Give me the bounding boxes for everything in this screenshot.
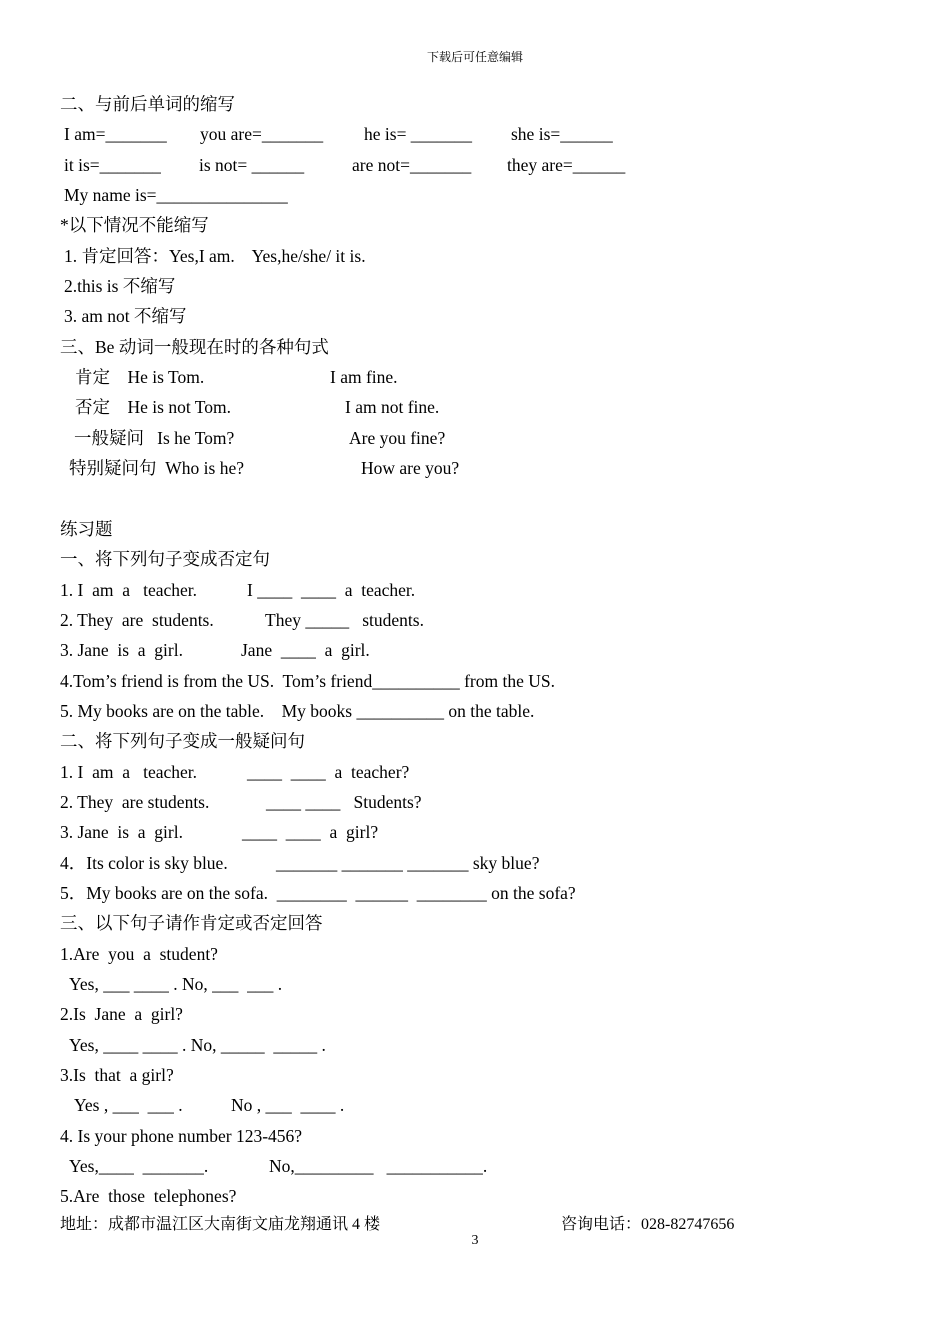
answer-line (0, 1090, 950, 1120)
text-line (0, 392, 950, 422)
text-segment: ____ ____ Students? (266, 791, 422, 812)
section-heading (0, 726, 950, 756)
text-segment: 1. 肯定回答：Yes,I am. Yes,he/she/ it is. (64, 245, 366, 266)
text-segment: Yes,____ _______. (69, 1156, 209, 1177)
text-segment: 1. I am a teacher. (60, 761, 198, 782)
text-segment: 3. Jane is a girl. (60, 640, 183, 661)
exercise-line (0, 1060, 950, 1090)
text-line (0, 150, 950, 180)
text-segment: Are you fine? (349, 427, 446, 448)
text-segment: 1.Are you a student? (60, 943, 218, 964)
text-line (0, 271, 950, 301)
text-line (0, 423, 950, 453)
text-segment: 三、Be 动词一般现在时的各种句式 (60, 336, 329, 357)
text-segment: 4．Its color is sky blue. (60, 852, 228, 873)
text-segment: 特别疑问句 Who is he? (69, 458, 244, 479)
exercise-line (0, 757, 950, 787)
text-segment: 2. They are students. (60, 609, 214, 630)
text-segment: ____ ____ a girl? (242, 822, 379, 843)
footer-phone: 咨询电话：028-82747656 (561, 1216, 735, 1233)
text-line (0, 119, 950, 149)
text-segment: No , ___ ____ . (231, 1095, 345, 1116)
text-segment: 4.Tom’s friend is from the US. Tom’s friend__________ from the US. (60, 670, 555, 691)
text-segment: Yes, ____ ____ . No, _____ _____ . (69, 1034, 326, 1055)
footer-address: 地址：成都市温江区大南街文庙龙翔通讯 4 楼 (60, 1216, 381, 1233)
exercise-line (0, 939, 950, 969)
answer-line (0, 969, 950, 999)
page-header: 下载后可任意编辑 (426, 50, 523, 64)
text-segment: 肯定 He is Tom. (75, 367, 205, 388)
text-segment: 2.Is Jane a girl? (60, 1004, 183, 1025)
text-segment: Yes , ___ ___ . (74, 1095, 183, 1116)
exercise-line (0, 1121, 950, 1151)
document-body (0, 89, 950, 1212)
text-line (0, 301, 950, 331)
text-segment: I am=_______ (64, 124, 167, 145)
exercise-line (0, 999, 950, 1029)
section-heading (0, 908, 950, 938)
text-segment: Jane ____ a girl. (241, 640, 370, 661)
exercise-line (0, 575, 950, 605)
text-segment: 3. am not 不缩写 (64, 306, 187, 327)
text-segment: _______ _______ _______ sky blue? (276, 852, 540, 873)
text-segment: 5.Are those telephones? (60, 1186, 237, 1207)
section-heading (0, 332, 950, 362)
exercise-line (0, 787, 950, 817)
text-segment: they are=______ (507, 154, 626, 175)
text-segment: ____ ____ a teacher? (247, 761, 410, 782)
text-segment: 2. They are students. (60, 791, 210, 812)
text-segment: 4. Is your phone number 123-456? (60, 1125, 303, 1146)
text-segment: 1. I am a teacher. (60, 579, 198, 600)
text-segment: 三、以下句子请作肯定或否定回答 (60, 913, 323, 934)
text-segment: 3.Is that a girl? (60, 1065, 174, 1085)
exercise-line (0, 817, 950, 847)
text-segment: No,_________ ___________. (269, 1156, 488, 1177)
exercise-line (0, 635, 950, 665)
text-segment: They _____ students. (265, 609, 424, 630)
section-heading (0, 544, 950, 574)
text-segment: 5．My books are on the sofa. ________ ______ ________ on the sofa? (60, 882, 576, 903)
text-line (0, 180, 950, 210)
text-segment: My name is=_______________ (64, 185, 288, 206)
text-segment: 一、将下列句子变成否定句 (60, 549, 270, 570)
text-line (0, 241, 950, 271)
text-segment: it is=_______ (64, 154, 161, 175)
text-segment: Yes, ___ ____ . No, ___ ___ . (69, 973, 283, 994)
text-segment: 二、与前后单词的缩写 (60, 94, 235, 114)
text-segment: you are=_______ (200, 124, 324, 145)
text-segment: I am not fine. (345, 397, 440, 418)
text-segment: I ____ ____ a teacher. (247, 579, 416, 600)
exercise-line (0, 605, 950, 635)
text-segment: I am fine. (330, 367, 398, 388)
exercise-line (0, 666, 950, 696)
answer-line (0, 1151, 950, 1181)
text-segment: 练习题 (60, 518, 113, 539)
text-segment: 否定 He is not Tom. (75, 397, 231, 418)
text-segment: 2.this is 不缩写 (64, 276, 176, 297)
text-segment: is not= ______ (199, 154, 305, 175)
text-segment: 5. My books are on the table. My books __________ on the table. (60, 700, 535, 721)
text-segment: How are you? (361, 458, 460, 479)
text-segment: *以下情况不能缩写 (60, 215, 209, 236)
text-segment: 一般疑问 Is he Tom? (74, 427, 235, 448)
blank-line (0, 483, 950, 513)
text-line (0, 453, 950, 483)
exercise-line (0, 848, 950, 878)
page-number: 3 (471, 1233, 479, 1248)
text-segment: are not=_______ (352, 154, 472, 175)
text-line (0, 210, 950, 240)
exercise-line (0, 1181, 950, 1211)
exercise-line (0, 878, 950, 908)
text-segment: he is= _______ (364, 124, 473, 145)
section-heading (0, 89, 950, 119)
text-segment: 3. Jane is a girl. (60, 822, 183, 843)
text-segment: 二、将下列句子变成一般疑问句 (60, 731, 305, 752)
section-heading (0, 514, 950, 544)
text-line (0, 362, 950, 392)
answer-line (0, 1030, 950, 1060)
exercise-line (0, 696, 950, 726)
text-segment: she is=______ (511, 124, 613, 145)
